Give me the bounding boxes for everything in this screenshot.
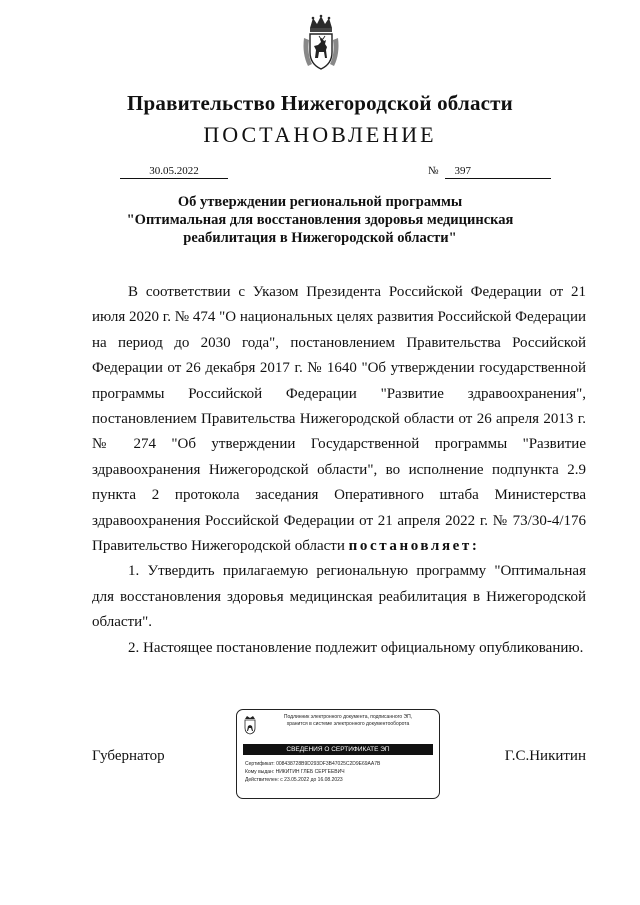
body-paragraph-item-1: 1. Утвердить прилагаемую региональную программу "Оптимальная для восстановления здоровья медицинская реабилитация в Нижегородской области".: [92, 563, 586, 631]
resolves-word: постановляет:: [348, 538, 480, 555]
validity-value: с 23.05.2022 до 16.08.2023: [280, 777, 343, 783]
validity-label: Действителен:: [245, 777, 279, 783]
certificate-label: Сертификат:: [245, 761, 275, 767]
document-number: 397: [445, 164, 551, 179]
document-type: ПОСТАНОВЛЕНИЕ: [203, 122, 437, 147]
signatory-position: Губернатор: [92, 748, 165, 764]
certificate-row: [245, 760, 380, 768]
number-sign: №: [428, 165, 439, 177]
organization-title: Правительство Нижегородской области: [127, 91, 513, 115]
electronic-signature-stamp: [236, 709, 440, 799]
signatory-name: Г.С.Никитин: [504, 748, 586, 764]
stamp-details: [245, 760, 380, 784]
body-paragraph-item-2: 2. Настоящее постановление подлежит официальному опубликованию.: [128, 639, 584, 656]
heading-line: "Оптимальная для восстановления здоровья медицинская: [126, 212, 514, 228]
heading-line: реабилитация в Нижегородской области": [183, 230, 457, 246]
stamp-notice: [261, 714, 435, 728]
body-paragraph-preamble: [92, 280, 586, 559]
document-number-field: [428, 164, 551, 179]
coat-of-arms-small-icon: [243, 715, 257, 735]
issued-to-label: Кому выдан:: [245, 769, 275, 775]
heading-line: Об утверждении региональной программы: [177, 194, 463, 210]
document-body: [92, 280, 586, 661]
stamp-title: СВЕДЕНИЯ О СЕРТИФИКАТЕ ЭП: [243, 744, 433, 755]
stamp-notice-line: хранится в системе электронного документооборота: [286, 721, 410, 727]
document-date: 30.05.2022: [120, 164, 228, 179]
nizhny-novgorod-coat-of-arms-icon: [302, 14, 340, 72]
certificate-value: 008438728B9D293DF3B47025C2D9E69AA7B: [276, 761, 381, 767]
issued-to-value: НИКИТИН ГЛЕБ СЕРГЕЕВИЧ: [275, 769, 345, 775]
stamp-notice-line: Подлинник электронного документа, подписанного ЭП,: [283, 714, 413, 720]
document-heading: [110, 193, 530, 247]
validity-row: [245, 776, 380, 784]
preamble-text: В соответствии с Указом Президента Российской Федерации от 21 июля 2020 г. № 474 "О национальных целях развития Российской Федерации на период до 2030 года", постановлением Правительства Российской Федерации от 26 декабря 2017 г. № 1640 "Об утверждении государственной программы Российской Федерации "Развитие здравоохранения", постановлением Правительства Нижегородской области от 26 апреля 2013 г. № 274 "Об утверждении Государственной программы "Развитие здравоохранения Нижегородской области", во исполнение подпункта 2.9 пункта 2 протокола заседания Оперативного штаба Министерства здравоохранения Российской Федерации от 21 апреля 2022 г. № 73/30-4/176 Правительство Нижегородской области: [92, 284, 586, 555]
issued-to-row: [245, 768, 380, 776]
